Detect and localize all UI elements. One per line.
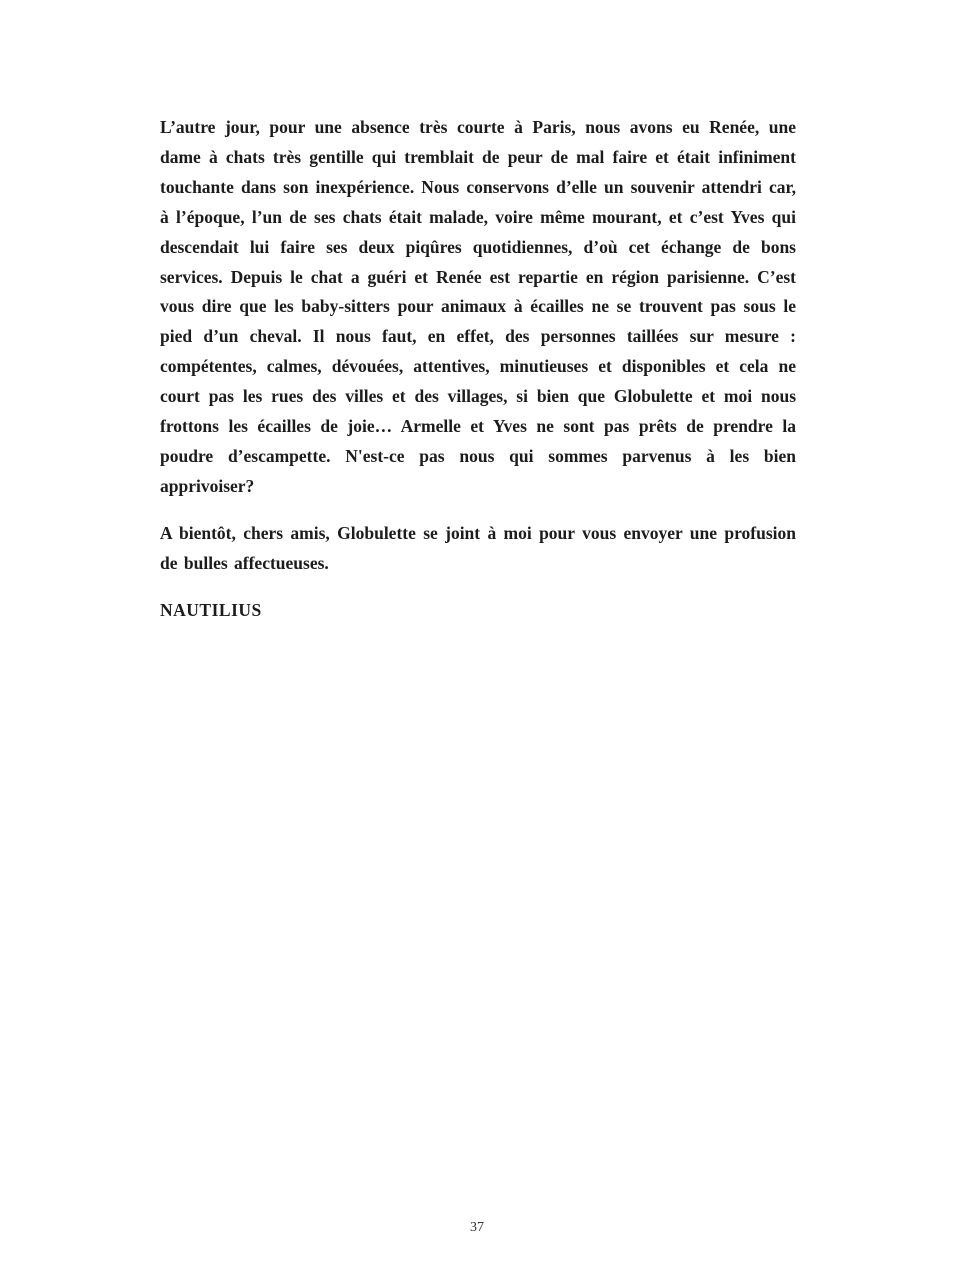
letter-body (160, 113, 796, 643)
page-number: 37 (470, 1220, 484, 1235)
letter-paragraph-1: L’autre jour, pour une absence très courte à Paris, nous avons eu Renée, une dame à chats très gentille qui tremblait de peur de mal faire et était infiniment touchante dans son inexpérience. Nous conservons d’elle un souvenir attendri car, à l’époque, l’un de ses chats était malade, voire même mourant, et c’est Yves qui descendait lui faire ses deux piqûres quotidiennes, d’où cet échange de bons services. Depuis le chat a guéri et Renée est repartie en région parisienne. C’est vous dire que les baby-sitters pour animaux à écailles ne se trouvent pas sous le pied d’un cheval. Il nous faut, en effet, des personnes taillées sur mesure : compétentes, calmes, dévouées, attentives, minutieuses et disponibles et cela ne court pas les rues des villes et des villages, si bien que Globulette et moi nous frottons les écailles de joie… Armelle et Yves ne sont pas prêts de prendre la poudre d’escampette. N'est-ce pas nous qui sommes parvenus à les bien apprivoiser? (160, 117, 796, 496)
letter-paragraph-2: A bientôt, chers amis, Globulette se joint à moi pour vous envoyer une profusion de bulles affectueuses. (160, 522, 796, 573)
letter-signature: NAUTILIUS (160, 599, 262, 620)
